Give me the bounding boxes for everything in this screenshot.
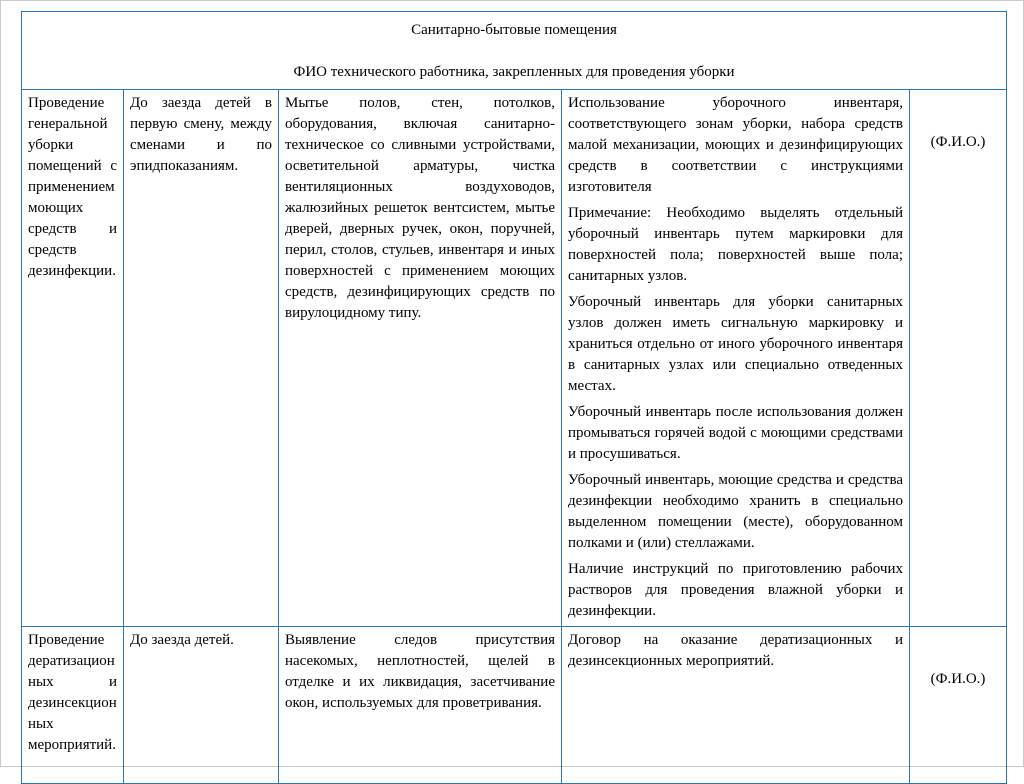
table-header-row — [22, 12, 1007, 90]
description-cell: Выявление следов присутствия насекомых, неплотностей, щелей в отделке и их ликвидация, засетчивание окон, используемых для проветривания. — [279, 627, 562, 784]
timing-cell: До заезда детей. — [124, 627, 279, 784]
requirements-cell — [562, 90, 910, 627]
table-header-cell — [22, 12, 1007, 90]
requirement-paragraph: Примечание: Необходимо выделять отдельный уборочный инвентарь путем маркировки для поверхностей пола; поверхностей выше пола; санитарных узлов. — [568, 205, 903, 284]
table-subtitle: ФИО технического работника, закрепленных для проведения уборки — [293, 64, 735, 80]
responsible-cell: (Ф.И.О.) — [910, 627, 1007, 784]
description-cell: Мытье полов, стен, потолков, оборудования, включая санитарно-техническое со сливными устройствами, осветительной арматуры, чистка вентиляционных воздуховодов, жалюзийных решеток вентсистем, мытье дверей, дверных ручек, окон, поручней, перил, столов, стульев, инвентаря и иных поверхностей с применением моющих средств, дезинфицирующих средств по вирулоцидному типу. — [279, 90, 562, 627]
activity-cell: Проведение генеральной уборки помещений с применением моющих средств и средств дезинфекции. — [22, 90, 124, 627]
timing-cell: До заезда детей в первую смену, между сменами и по эпидпоказаниям. — [124, 90, 279, 627]
responsible-cell: (Ф.И.О.) — [910, 90, 1007, 627]
requirement-paragraph: Использование уборочного инвентаря, соответствующего зонам уборки, набора средств малой механизации, моющих и дезинфицирующих средств в соответствии с инструкциями изготовителя — [568, 95, 903, 195]
requirements-cell: Договор на оказание дератизационных и дезинсекционных мероприятий. — [562, 627, 910, 784]
requirement-paragraph: Уборочный инвентарь, моющие средства и средства дезинфекции необходимо хранить в специально выделенном помещении (месте), оборудованном полками и (или) стеллажами. — [568, 472, 903, 551]
table-row — [22, 90, 1007, 627]
requirement-paragraph: Уборочный инвентарь для уборки санитарных узлов должен иметь сигнальную маркировку и храниться отдельно от иного уборочного инвентаря в санитарных узлах или специально отведенных местах. — [568, 294, 903, 394]
activity-cell: Проведение дератизационных и дезинсекционных мероприятий. — [22, 627, 124, 784]
sanitary-facilities-table — [21, 11, 1007, 784]
requirement-paragraph: Уборочный инвентарь после использования должен промываться горячей водой с моющими средствами и просушиваться. — [568, 404, 903, 462]
requirement-paragraph: Наличие инструкций по приготовлению рабочих растворов для проведения влажной уборки и дезинфекции. — [568, 561, 903, 619]
table-row — [22, 627, 1007, 784]
table-title: Санитарно-бытовые помещения — [411, 22, 617, 38]
